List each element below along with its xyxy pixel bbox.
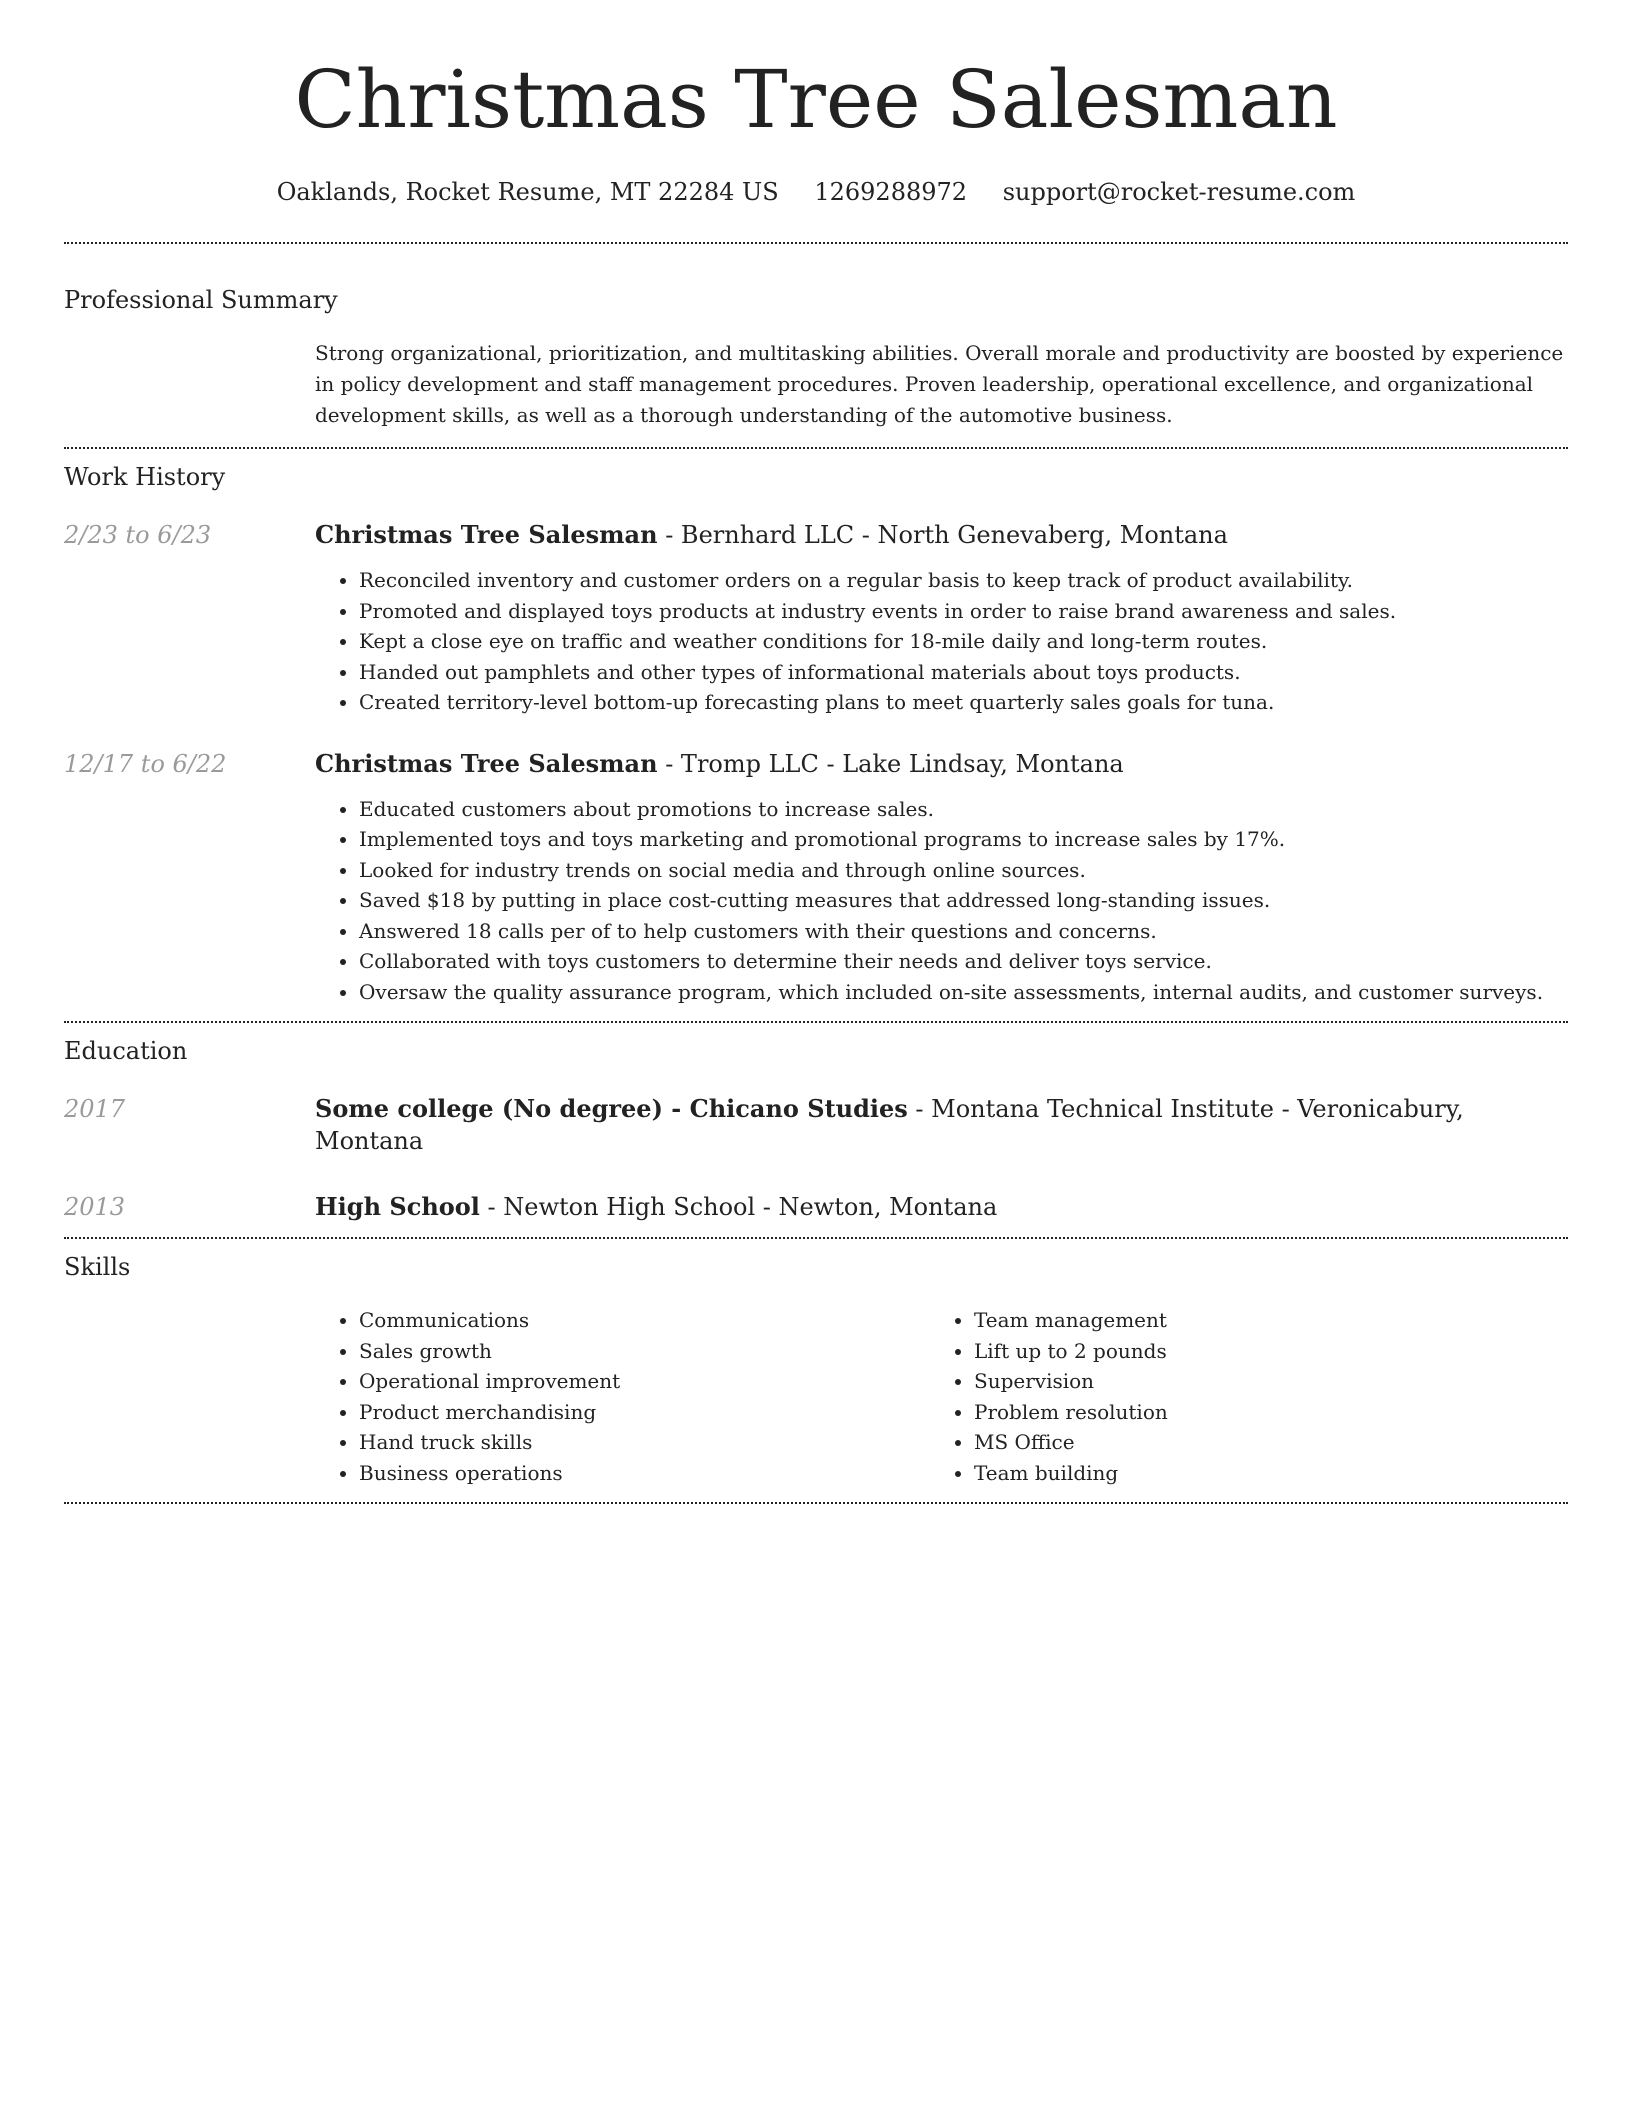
education-section [64,1023,1568,1237]
education-entry [64,1093,1568,1157]
summary-text: Strong organizational, prioritization, and multitasking abilities. Overall morale and productivity are boosted by experience in policy development and staff management procedures. Proven leadership, operational excellence, and organizational development skills, as well as a thorough understanding of the automotive business. [315,341,1564,427]
contact-phone: 1269288972 [814,178,968,206]
job-entry [64,519,1568,718]
job-dates: 2/23 to 6/23 [64,521,212,549]
job-entry [64,748,1568,1008]
contact-line [64,176,1568,208]
skill-item: • Supervision [974,1366,1545,1397]
skill-item: • Operational improvement [359,1366,930,1397]
skill-item: • MS Office [974,1427,1545,1458]
job-position: Christmas Tree Salesman [315,520,658,549]
job-duty: • Implemented toys and toys marketing and promotional programs to increase sales by 17%. [359,824,1568,855]
job-duty: • Collaborated with toys customers to determine their needs and deliver toys service. [359,946,1568,977]
summary-heading: Professional Summary [64,286,338,314]
job-duty: • Looked for industry trends on social media and through online sources. [359,855,1568,886]
skill-item: • Product merchandising [359,1397,930,1428]
skill-item: • Hand truck skills [359,1427,930,1458]
work-history-section [64,449,1568,1021]
education-year: 2013 [64,1193,126,1221]
education-degree: High School [315,1192,480,1221]
job-duty: • Answered 18 calls per of to help customers with their questions and concerns. [359,916,1568,947]
summary-section [64,244,1568,447]
job-duty: • Saved $18 by putting in place cost-cutting measures that addressed long-standing issues. [359,885,1568,916]
education-year: 2017 [64,1095,126,1123]
job-position: Christmas Tree Salesman [315,748,658,778]
candidate-name: Christmas Tree Salesman [294,53,1338,146]
skills-column-right [930,1305,1545,1488]
skills-heading: Skills [64,1253,131,1281]
skills-grid [315,1305,1568,1488]
education-heading-line [315,1191,1568,1223]
skill-item: • Lift up to 2 pounds [974,1336,1545,1367]
education-degree: Some college (No degree) - Chicano Studies [315,1094,908,1123]
skill-item: • Communications [359,1305,930,1336]
job-duty: • Educated customers about promotions to increase sales. [359,794,1568,825]
contact-email: support@rocket-resume.com [1002,178,1356,206]
skill-item: • Business operations [359,1458,930,1489]
education-school: - Montana Technical Institute - Veronicabury, Montana [315,1095,1464,1155]
education-heading: Education [64,1037,188,1065]
job-duty: • Handed out pamphlets and other types of informational materials about toys products. [359,657,1568,688]
education-entry [64,1191,1568,1223]
job-employer: - Bernhard LLC - North Genevaberg, Montana [657,521,1228,549]
skill-item: • Team management [974,1305,1545,1336]
job-dates: 12/17 to 6/22 [64,749,227,778]
job-duty: • Reconciled inventory and customer orders on a regular basis to keep track of product availability. [359,565,1568,596]
job-duty: • Kept a close eye on traffic and weather conditions for 18-mile daily and long-term routes. [359,626,1568,657]
skill-item: • Team building [974,1458,1545,1489]
education-school: - Newton High School - Newton, Montana [479,1193,998,1221]
job-duties [315,794,1568,1008]
job-duty: • Promoted and displayed toys products at industry events in order to raise brand awareness and sales. [359,596,1568,627]
job-heading [315,748,1568,780]
skills-section [64,1239,1568,1502]
job-duty: • Created territory-level bottom-up forecasting plans to meet quarterly sales goals for tuna. [359,687,1568,718]
job-duty: • Oversaw the quality assurance program, which included on-site assessments, internal audits, and customer surveys. [359,977,1568,1008]
work-history-heading: Work History [64,463,226,491]
job-duties [315,565,1568,718]
job-employer: - Tromp LLC - Lake Lindsay, Montana [657,749,1124,778]
section-divider [64,1502,1568,1504]
education-heading-line [315,1093,1568,1157]
skill-item: • Sales growth [359,1336,930,1367]
job-heading [315,519,1568,551]
contact-address: Oaklands, Rocket Resume, MT 22284 US [276,178,779,206]
resume-header [64,0,1568,208]
skills-column-left [315,1305,930,1488]
skill-item: • Problem resolution [974,1397,1545,1428]
